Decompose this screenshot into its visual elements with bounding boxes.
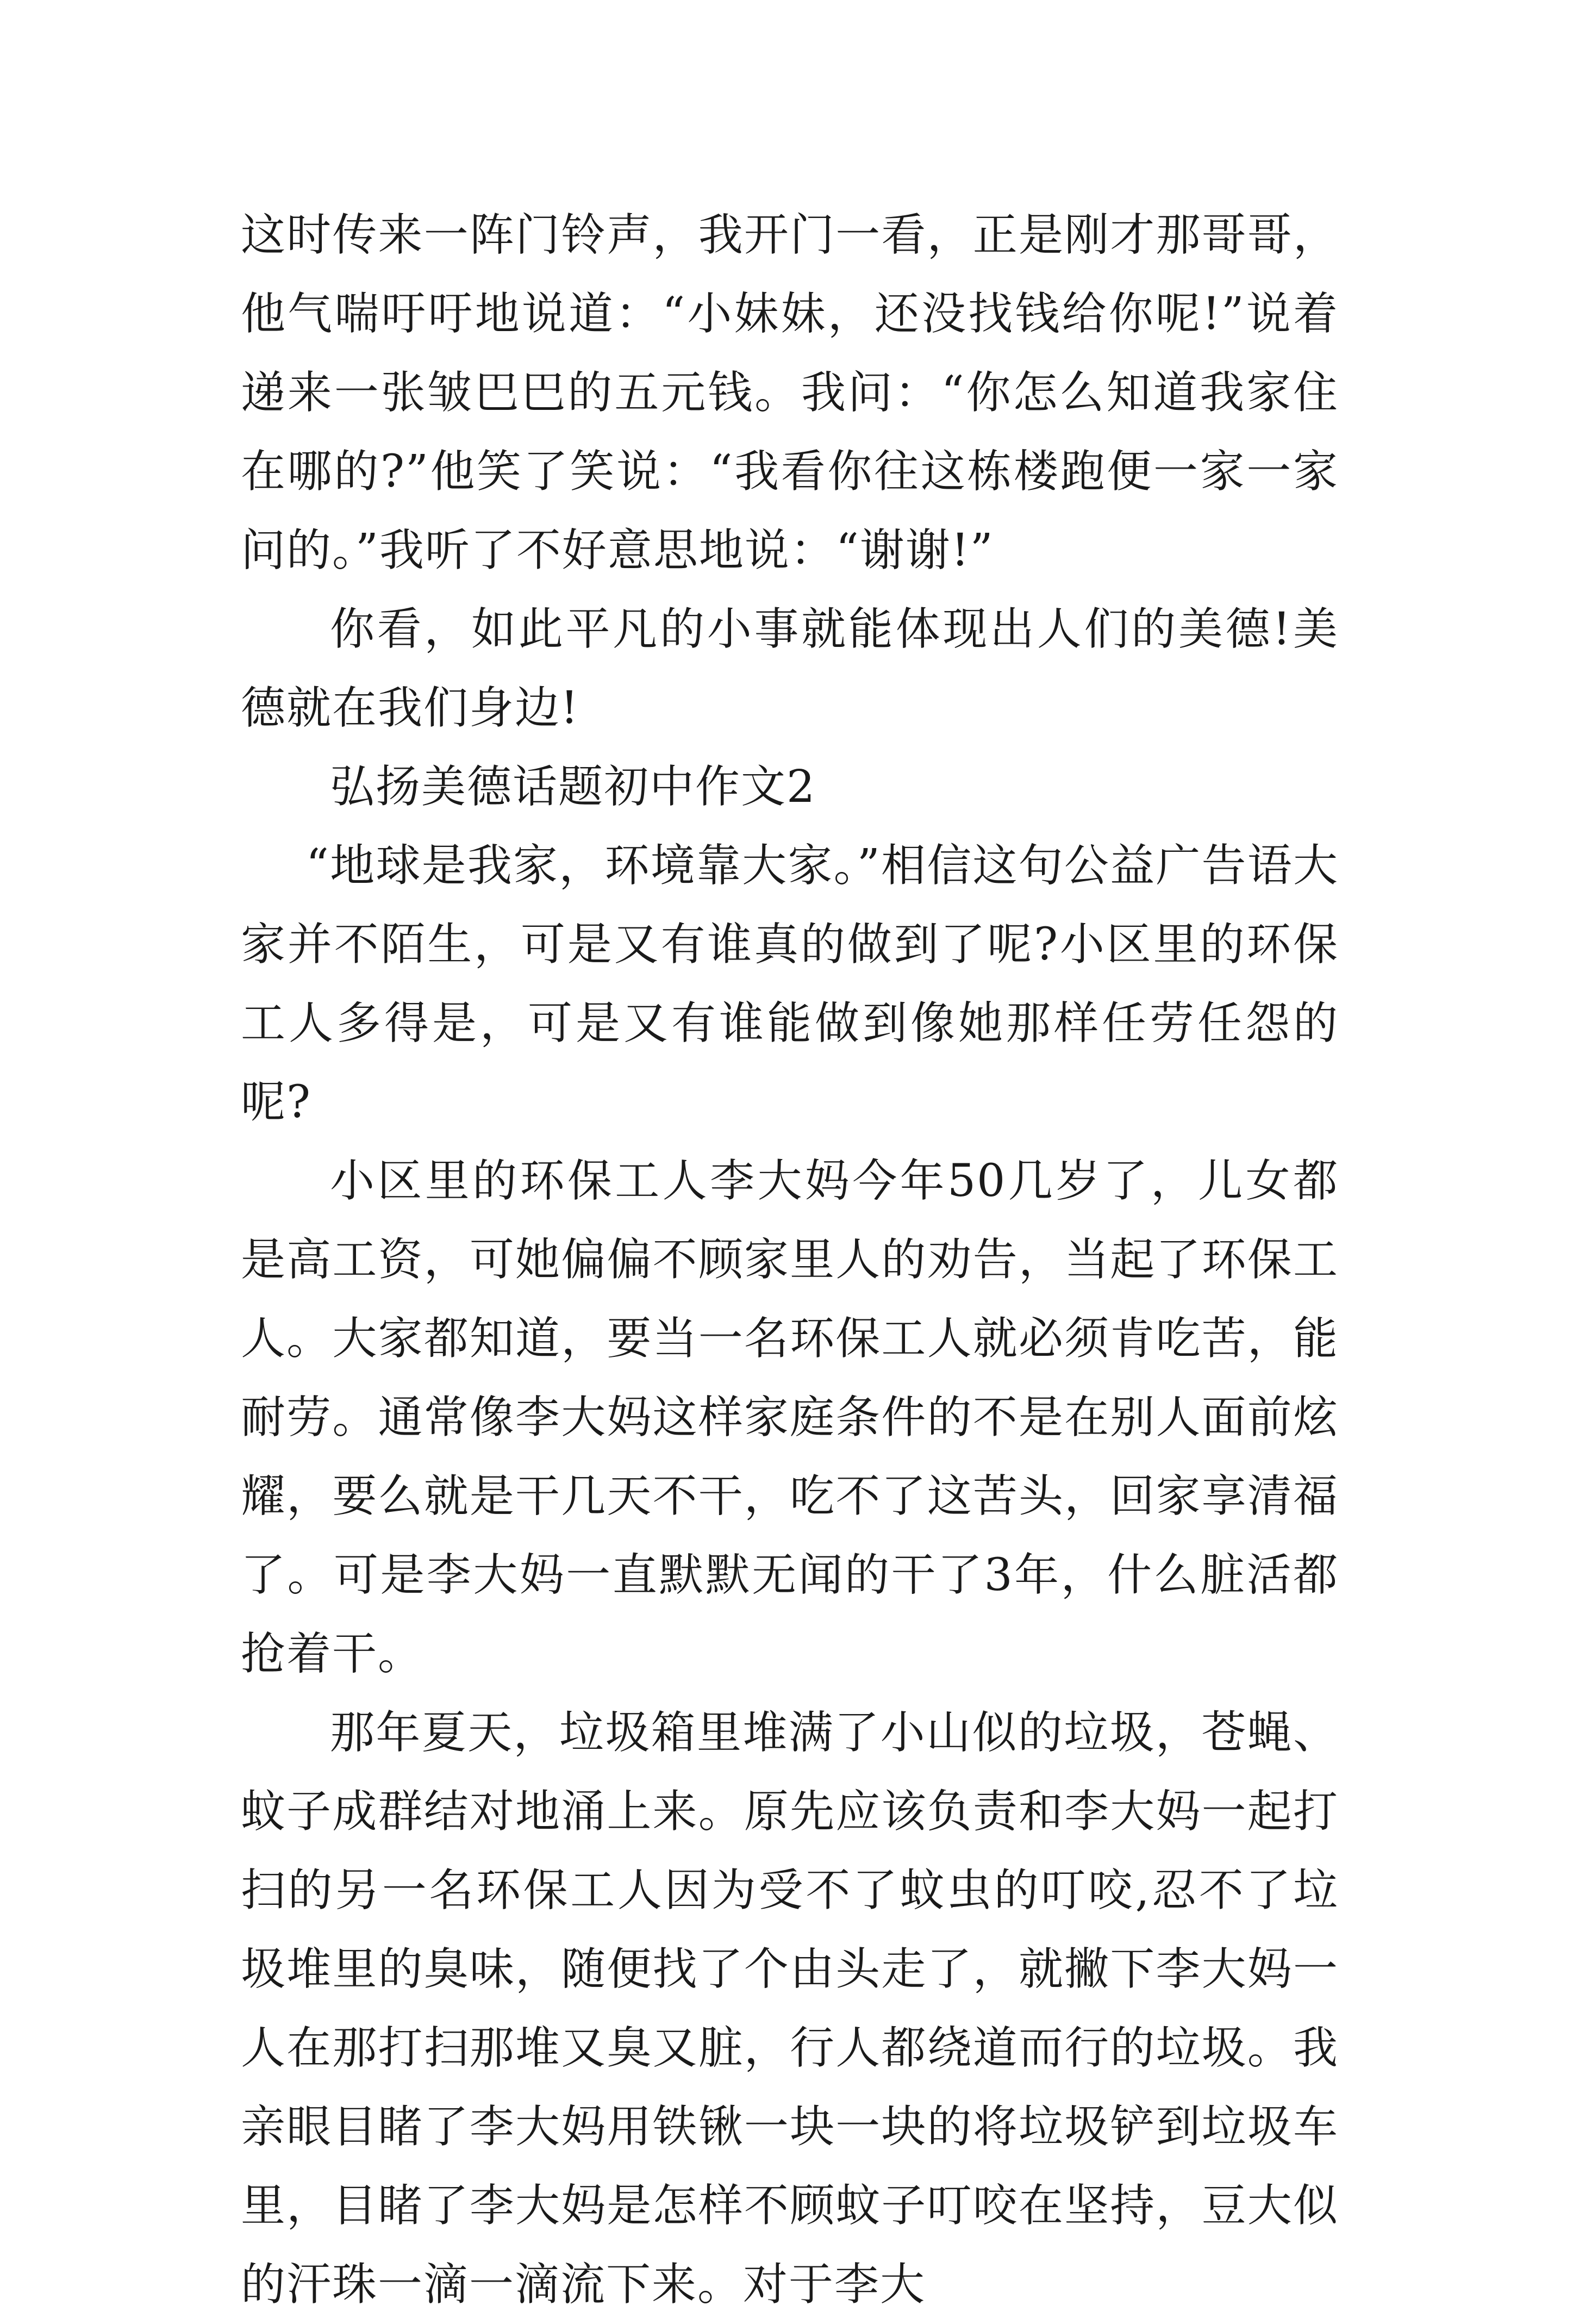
paragraph-li-dama-intro: 小区里的环保工人李大妈今年50几岁了，儿女都是高工资，可她偏偏不顾家里人的劝告，当起了环保工人。大家都知道，要当一名环保工人就必须肯吃苦，能耐劳。通常像李大妈这样家庭条件的不是在别人面前炫耀，要么就是干几天不干，吃不了这苦头，回家享清福了。可是李大妈一直默默无闻的干了3年，什么脏活都抢着干。 — [241, 1155, 1339, 1680]
paragraph-slogan: “地球是我家，环境靠大家。”相信这句公益广告语大家并不陌生，可是又有谁真的做到了呢?小区里的环保工人多得是，可是又有谁能做到像她那样任劳任怨的呢? — [241, 840, 1339, 1128]
essay-heading: 弘扬美德话题初中作文2 — [330, 761, 816, 813]
paragraph-continuation: 这时传来一阵门铃声，我开门一看，正是刚才那哥哥，他气喘吁吁地说道：“小妹妹，还没找钱给你呢!”说着递来一张皱巴巴的五元钱。我问：“你怎么知道我家住在哪的?”他笑了笑说：“我看你往这栋楼跑便一家一家问的。”我听了不好意思地说：“谢谢!” — [241, 209, 1339, 576]
paragraph-conclusion: 你看，如此平凡的小事就能体现出人们的美德!美德就在我们身边! — [241, 603, 1339, 734]
document-body — [241, 196, 1339, 2324]
paragraph-summer-story: 那年夏天，垃圾箱里堆满了小山似的垃圾，苍蝇、蚊子成群结对地涌上来。原先应该负责和李大妈一起打扫的另一名环保工人因为受不了蚊虫的叮咬,忍不了垃圾堆里的臭味，随便找了个由头走了，就撇下李大妈一人在那打扫那堆又臭又脏，行人都绕道而行的垃圾。我亲眼目睹了李大妈用铁锹一块一块的将垃圾铲到垃圾车里，目睹了李大妈是怎样不顾蚊子叮咬在坚持，豆大似的汗珠一滴一滴流下来。对于李大 — [241, 1707, 1339, 2310]
